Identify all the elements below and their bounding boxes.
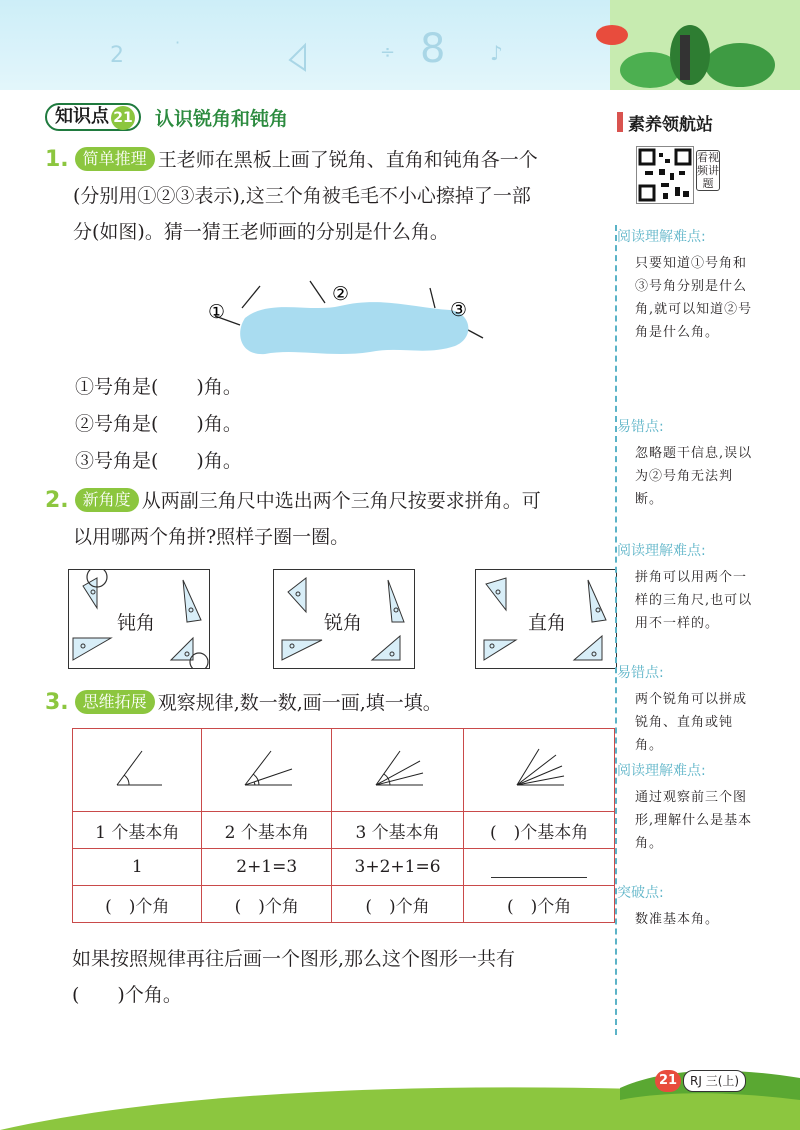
book-code: RJ 三(上) (683, 1070, 746, 1092)
angle-figure-cell (73, 729, 202, 812)
question-2 (45, 483, 615, 555)
angle-label: ② (332, 283, 350, 305)
topic-heading: 认识锐角和钝角 (155, 107, 289, 130)
sidebar-title-marker (617, 112, 623, 132)
sidebar-section-body: 数准基本角。 (635, 912, 720, 927)
box-label: 直角 (528, 612, 567, 634)
page-number: 21 (655, 1070, 681, 1092)
sidebar-section-body: 通过观察前三个图形,理解什么是基本角。 (635, 790, 753, 851)
answer-blank[interactable]: ①号角是( )角。 (75, 376, 242, 398)
question-tag: 简单推理 (75, 147, 155, 171)
one-basic-angle-icon (107, 743, 167, 793)
total-angles-blank[interactable]: ( )个角 (202, 886, 331, 923)
two-basic-angles-icon (237, 743, 297, 793)
calc-blank-cell[interactable] (464, 849, 615, 886)
question-text: (分别用①②③表示),这三个角被毛毛不小心擦掉了一部 (73, 185, 531, 207)
calc-cell: 3+2+1=6 (331, 849, 463, 886)
question-text: 观察规律,数一数,画一画,填一填。 (157, 692, 442, 714)
question-text: 王老师在黑板上画了锐角、直角和钝角各一个 (157, 149, 538, 171)
sidebar-section-body: 忽略题干信息,误以为②号角无法判断。 (635, 446, 753, 507)
sidebar-divider (615, 225, 621, 1035)
question-tag: 新角度 (75, 488, 139, 512)
angle-figure-cell (202, 729, 331, 812)
svg-text:2: 2 (110, 43, 124, 68)
topic-number: 21 (111, 106, 135, 130)
total-angles-blank[interactable]: ( )个角 (331, 886, 463, 923)
sidebar-section-head: 突破点: (617, 885, 664, 901)
angle-label: ① (208, 301, 226, 323)
question-1 (45, 142, 615, 250)
svg-text:·: · (175, 33, 181, 52)
question-number: 2. (45, 488, 69, 513)
svg-text:8: 8 (420, 26, 446, 72)
erased-angles-figure (200, 278, 490, 360)
triangle-box-obtuse[interactable] (68, 569, 210, 669)
qr-code-icon[interactable] (636, 146, 694, 204)
angle-figure-cell (464, 729, 615, 812)
basic-angle-count: 1 个基本角 (73, 812, 202, 849)
basic-angle-count: 2 个基本角 (202, 812, 331, 849)
sidebar-section-head: 阅读理解难点: (617, 543, 706, 559)
topic-title (45, 103, 288, 131)
question-tag: 思维拓展 (75, 690, 155, 714)
sidebar-section-body: 只要知道①号角和③号角分别是什么角,就可以知道②号角是什么角。 (635, 256, 753, 340)
calc-cell: 1 (73, 849, 202, 886)
sidebar-section-body: 拼角可以用两个一样的三角尺,也可以用不一样的。 (635, 570, 753, 631)
angle-figure-cell (331, 729, 463, 812)
sidebar-section-head: 易错点: (617, 665, 664, 681)
answer-blank[interactable]: ( )个角。 (72, 984, 182, 1006)
total-angles-blank[interactable]: ( )个角 (73, 886, 202, 923)
total-angles-blank[interactable]: ( )个角 (464, 886, 615, 923)
box-label: 锐角 (324, 612, 363, 634)
question-number: 3. (45, 690, 69, 715)
topic-chip: 知识点 21 (45, 103, 141, 131)
question-text: 如果按照规律再往后画一个图形,那么这个图形一共有 (72, 948, 516, 970)
qr-code-label: 看视频讲题 (697, 151, 719, 190)
sidebar-section-head: 阅读理解难点: (617, 229, 706, 245)
svg-text:÷: ÷ (380, 42, 396, 63)
answer-blank[interactable]: ②号角是( )角。 (75, 413, 242, 435)
four-basic-angles-icon (509, 743, 569, 793)
box-label: 钝角 (117, 612, 156, 634)
pattern-table (72, 728, 615, 923)
question-number: 1. (45, 147, 69, 172)
basic-angle-count-blank[interactable]: ( )个基本角 (464, 812, 615, 849)
svg-text:♪: ♪ (490, 41, 503, 65)
question-text: 分(如图)。猜一猜王老师画的分别是什么角。 (73, 221, 449, 243)
question-text: 从两副三角尺中选出两个三角尺按要求拼角。可 (141, 490, 541, 512)
calc-blank-line[interactable] (491, 871, 587, 878)
sidebar-section-body: 两个锐角可以拼成锐角、直角或钝角。 (635, 692, 748, 753)
question-3-followup (72, 941, 617, 1013)
basic-angle-count: 3 个基本角 (331, 812, 463, 849)
triangle-box-right[interactable] (475, 569, 617, 669)
calc-cell: 2+1=3 (202, 849, 331, 886)
sidebar-section-head: 易错点: (617, 419, 664, 435)
sidebar-section-head: 阅读理解难点: (617, 763, 706, 779)
question-3 (45, 685, 615, 721)
question-text: 以用哪两个角拼?照样子圈一圈。 (73, 526, 350, 548)
three-basic-angles-icon (368, 743, 428, 793)
angle-label: ③ (450, 299, 468, 321)
header-decoration (0, 0, 800, 90)
triangle-box-acute[interactable] (273, 569, 415, 669)
answer-blank[interactable]: ③号角是( )角。 (75, 450, 242, 472)
sidebar-title: 素养领航站 (628, 115, 713, 135)
